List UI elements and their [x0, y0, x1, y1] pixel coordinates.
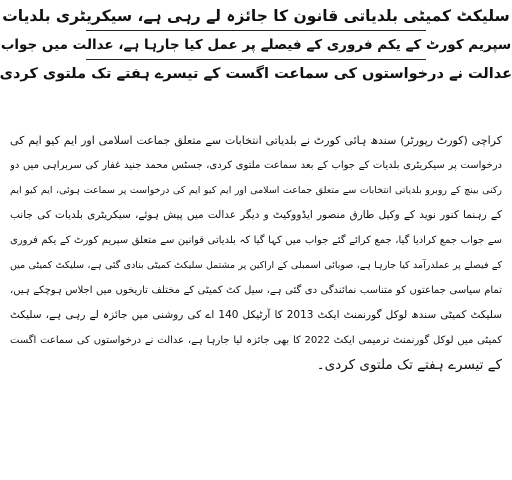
article-body — [10, 128, 502, 378]
article-line: کے تیسرے ہفتے تک ملتوی کردی۔ — [316, 357, 502, 373]
headline-line-1: سلیکٹ کمیٹی بلدیاتی قانون کا جائزہ لے رہی ہے، سیکریٹری بلدیات — [2, 7, 510, 25]
article-line: سے جواب جمع کرادیا گیا، جمع کرائے گئے جواب میں کہا گیا کہ بلدیاتی قوانین سے متعلق سپریم کورٹ کے یکم فروری — [10, 235, 502, 246]
article-line: کراچی (کورٹ رپورٹر) سندھ ہائی کورٹ نے بلدیاتی انتخابات سے متعلق جماعت اسلامی اور ایم کیو ایم کی — [10, 134, 502, 147]
article-line: سلیکٹ کمیٹی سندھ لوکل گورنمنٹ ایکٹ 2013 کا آرٹیکل 140 اے کی روشنی میں جائزہ لے رہی ہے، سلیکٹ — [10, 309, 502, 321]
article-line: درخواست پر سیکریٹری بلدیات کے جواب کے بعد سماعت ملتوی کردی، جسٹس محمد جنید غفار کی سربراہی میں دو — [10, 160, 502, 171]
headline-divider — [86, 59, 426, 60]
article-line: تمام سیاسی جماعتوں کو متناسب نمائندگی دی گئی ہے، سیل کٹ کمیٹی کے مختلف تاریخوں میں اجلاس ہوچکے ہیں، — [10, 285, 502, 296]
headline-divider — [86, 30, 426, 31]
headline-line-3: عدالت نے درخواستوں کی سماعت اگست کے تیسرے ہفتے تک ملتوی کردی — [0, 66, 512, 82]
headline-line-2: سپریم کورٹ کے یکم فروری کے فیصلے پر عمل کیا جارہا ہے، عدالت میں جواب — [0, 37, 512, 53]
article-line: کمیٹی میں لوکل گورنمنٹ ترمیمی ایکٹ 2022 کا بھی جائزہ لیا جارہا ہے، عدالت نے درخواستوں کی سماعت اگست — [10, 335, 502, 346]
article-line: کے فیصلے پر عملدرآمد کیا جارہا ہے، صوبائی اسمبلی کے اراکین پر مشتمل سلیکٹ کمیٹی بنادی گئی ہے، سلیکٹ کمیٹی میں — [10, 260, 502, 271]
article-line: کے رہنما کنور نوید کے وکیل طارق منصور ایڈووکیٹ و دیگر عدالت میں پیش ہوئے، سیکریٹری بلدیات کی جانب — [10, 209, 502, 221]
headline — [0, 0, 512, 84]
article-line: رکنی بینچ کے روبرو بلدیاتی انتخابات سے متعلق جماعت اسلامی اور ایم کیو ایم کی درخواست پر سماعت ہوئی، ایم کیو ایم — [10, 185, 502, 196]
